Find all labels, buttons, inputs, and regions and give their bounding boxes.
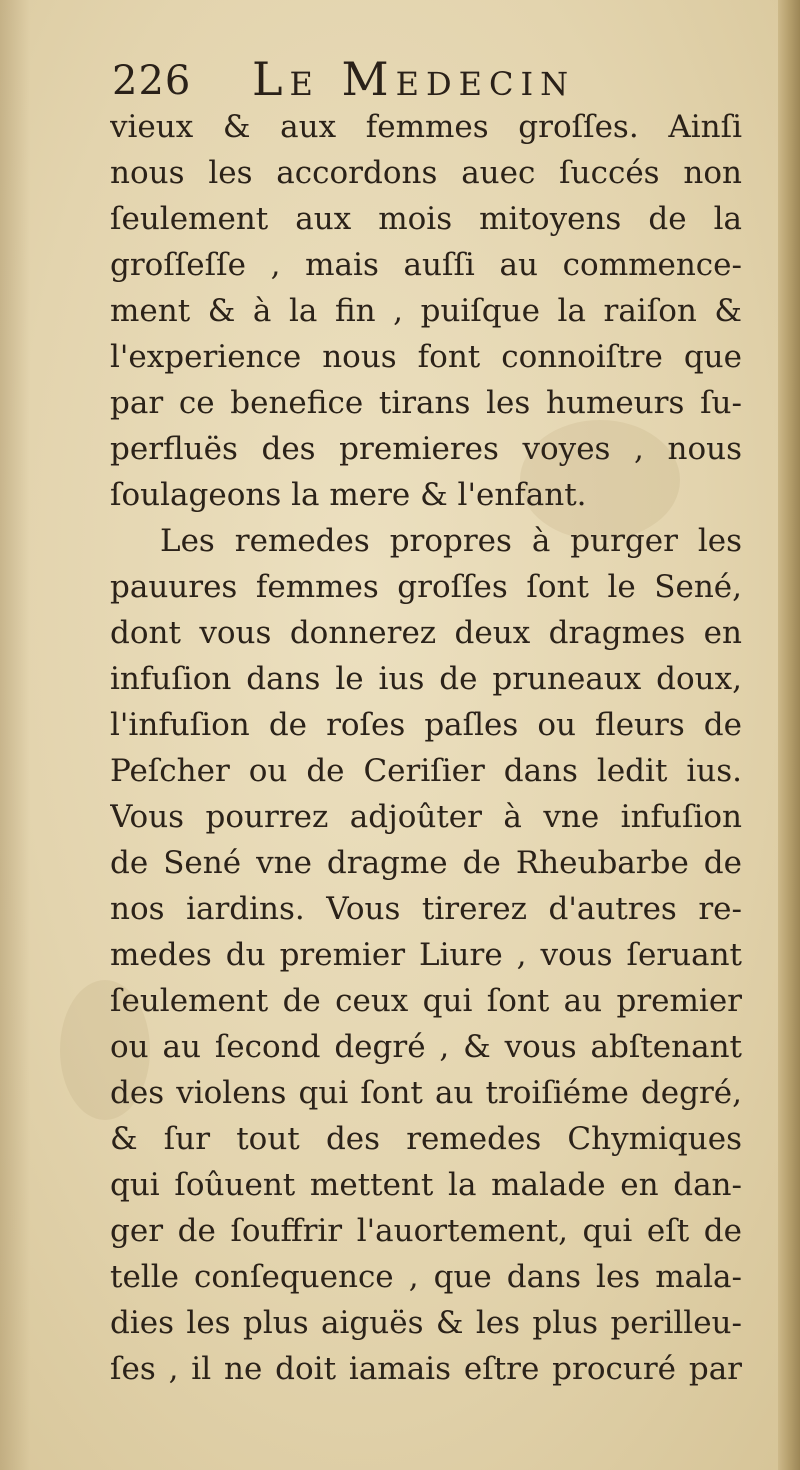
- running-title: Le Medecin: [252, 52, 576, 106]
- text-line: ſoulageons la mere & l'enfant.: [110, 477, 587, 513]
- text-line: ſeulement de ceux qui ſont au premier: [110, 983, 742, 1019]
- text-line: ou au ſecond degré , & vous abſtenant: [110, 1029, 742, 1065]
- page-edge: [778, 0, 800, 1470]
- text-line: dies les plus aiguës & les plus perilleu-: [110, 1305, 742, 1341]
- text-line: Vous pourrez adjoûter à vne infuſion: [110, 799, 742, 835]
- text-line: pauures femmes groſſes ſont le Sené,: [110, 569, 742, 605]
- text-line: l'experience nous font connoiſtre que: [110, 339, 742, 375]
- text-line: ger de ſouffrir l'auortement, qui eſt de: [110, 1213, 742, 1249]
- text-line: ſeulement aux mois mitoyens de la: [110, 201, 742, 237]
- text-line: ſes , il ne doit iamais eſtre procuré par: [110, 1351, 742, 1387]
- text-line: par ce benefice tirans les humeurs ſu-: [110, 385, 742, 421]
- text-line: ment & à la fin , puiſque la raiſon &: [110, 293, 742, 329]
- text-line: telle conſequence , que dans les mala-: [110, 1259, 742, 1295]
- text-line: de Sené vne dragme de Rheubarbe de: [110, 845, 742, 881]
- text-line: groſſeſſe , mais auſſi au commence-: [110, 247, 742, 283]
- text-line: & ſur tout des remedes Chymiques: [110, 1121, 742, 1157]
- text-line: nos iardins. Vous tirerez d'autres re-: [110, 891, 742, 927]
- text-line: nous les accordons auec ſuccés non: [110, 155, 742, 191]
- page-gutter-shadow: [0, 0, 30, 1470]
- text-line: infuſion dans le ius de pruneaux doux,: [110, 661, 742, 697]
- text-line: vieux & aux femmes groſſes. Ainſi: [110, 109, 742, 145]
- text-line: medes du premier Liure , vous ſeruant: [110, 937, 742, 973]
- text-line: des violens qui ſont au troiſiéme degré,: [110, 1075, 742, 1111]
- text-line: perfluës des premieres voyes , nous: [110, 431, 742, 467]
- paragraph-start-line: Les remedes propres à purger les: [160, 523, 742, 559]
- page-number: 226: [112, 58, 192, 104]
- text-line: Peſcher ou de Ceriſier dans ledit ius.: [110, 753, 742, 789]
- text-line: l'infuſion de roſes paſles ou fleurs de: [110, 707, 742, 743]
- body-text: [110, 104, 742, 1392]
- text-line: dont vous donnerez deux dragmes en: [110, 615, 742, 651]
- text-line: qui ſoûuent mettent la malade en dan-: [110, 1167, 742, 1203]
- page-header: [112, 52, 752, 112]
